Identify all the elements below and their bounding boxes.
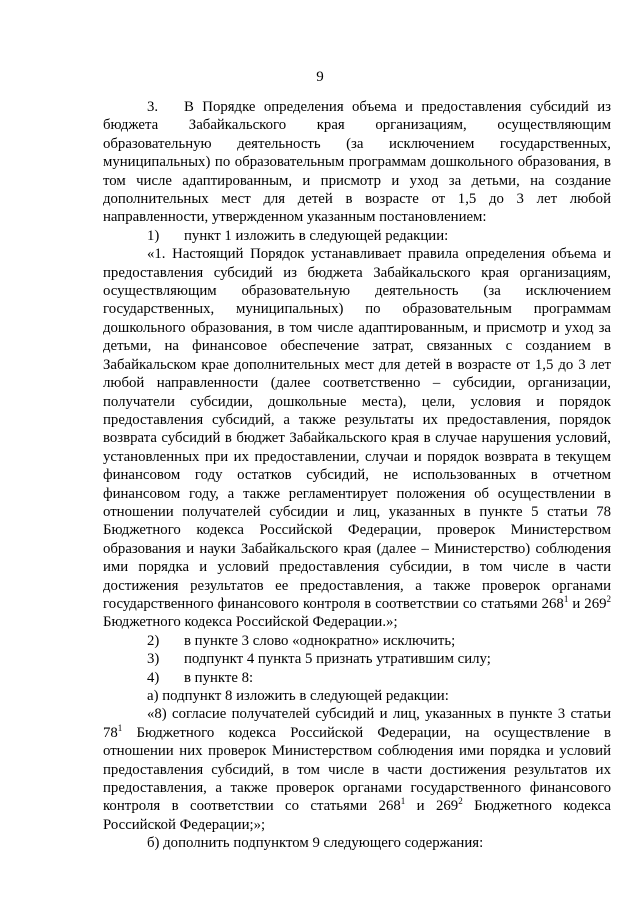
paragraph-subitem-2 <box>103 632 611 650</box>
paragraph-text: и 269 <box>568 595 607 612</box>
item-number: 3. <box>147 99 159 115</box>
paragraph-letter-b <box>103 834 611 852</box>
paragraph-text: в пункте 3 слово «однократно» исключить; <box>184 632 456 649</box>
page-number: 9 <box>316 69 324 85</box>
paragraph-text: Бюджетного кодекса Российской Федерации;»; <box>103 798 611 833</box>
paragraph-text: пункт 1 изложить в следующей редакции: <box>184 227 449 244</box>
superscript: 1 <box>117 722 123 733</box>
paragraph-quoted-clause-1 <box>103 245 611 632</box>
item-number: 4) <box>147 669 160 686</box>
item-number: 3) <box>147 651 160 668</box>
paragraph-text: подпункт 4 пункта 5 признать утратившим силу; <box>184 651 491 668</box>
paragraph-text: а) подпункт 8 изложить в следующей редакции: <box>147 688 449 704</box>
paragraph-subitem-1 <box>103 227 611 245</box>
item-number: 2) <box>147 632 160 649</box>
superscript: 1 <box>563 593 569 604</box>
paragraph-text: «1. Настоящий Порядок устанавливает правила определения объема и предоставления субсидий из бюджета Забайкальского края организациям, осуществляющим образовательную деятельность (за исключением государственных, муниципальных) по образовательным программам дошкольного образования, в том числе адаптированным, и присмотр и уход за детьми, на финансовое обеспечение затрат, связанных с созданием в Забайкальском крае дополнительных мест для детей в возрасте от 1,5 до 3 лет любой направленности (далее соответственно – субсидии, организации, получатели субсидии, дошкольные места), цели, условия и порядок предоставления субсидий, а также результаты их предоставления, порядок возврата субсидий в бюджет Забайкальского края в случае нарушения условий, установленных при их предоставлении, случаи и порядок возврата в текущем финансовом году остатков субсидий, не использованных в отчетном финансовом году, а также регламентирует положения об осуществлении в отношении получателей субсидии и лиц, указанных в пункте 5 статьи 78 Бюджетного кодекса Российской Федерации, проверок Министерством образования и науки Забайкальского края (далее – Министерство) соблюдения ими порядка и условий предоставления субсидии, в том числе в части достижения результатов ее предоставления, а также проверок органами государственного финансового контроля в соответствии со статьями 268 <box>103 246 611 612</box>
paragraph-subitem-3 <box>103 650 611 668</box>
paragraph-quoted-clause-8 <box>103 705 611 834</box>
document-body <box>103 98 611 853</box>
paragraph-item-3 <box>103 98 611 227</box>
superscript: 2 <box>458 796 463 807</box>
item-number: 1) <box>147 227 160 244</box>
paragraph-text: и 269 <box>405 798 459 815</box>
paragraph-text: «8) согласие получателей субсидий и лиц, указанных в пункте 3 статьи 78 <box>103 706 611 741</box>
paragraph-letter-a <box>103 687 611 705</box>
paragraph-text: Бюджетного кодекса Российской Федерации.»; <box>103 614 398 631</box>
paragraph-subitem-4 <box>103 669 611 687</box>
superscript: 1 <box>400 796 406 807</box>
superscript: 2 <box>606 593 611 604</box>
paragraph-text: б) дополнить подпунктом 9 следующего содержания: <box>147 835 484 852</box>
paragraph-text: В Порядке определения объема и предоставления субсидий из бюджета Забайкальского края организациям, осуществляющим образовательную деятельность (за исключением государственных, муниципальных) по образовательным программам дошкольного образования, в том числе адаптированным, и присмотр и уход за детьми, на создание дополнительных мест для детей в возрасте от 1,5 до 3 лет любой направленности, утвержденном указанным постановлением: <box>103 99 611 226</box>
paragraph-text: Бюджетного кодекса Российской Федерации, на осуществление в отношении них проверок Министерством соблюдения ими порядка и условий предоставления субсидий, в том числе в части достижения результатов их предоставления, а также проверок органами государственного финансового контроля в соответствии со статьями 268 <box>103 724 611 815</box>
paragraph-text: в пункте 8: <box>184 669 254 686</box>
